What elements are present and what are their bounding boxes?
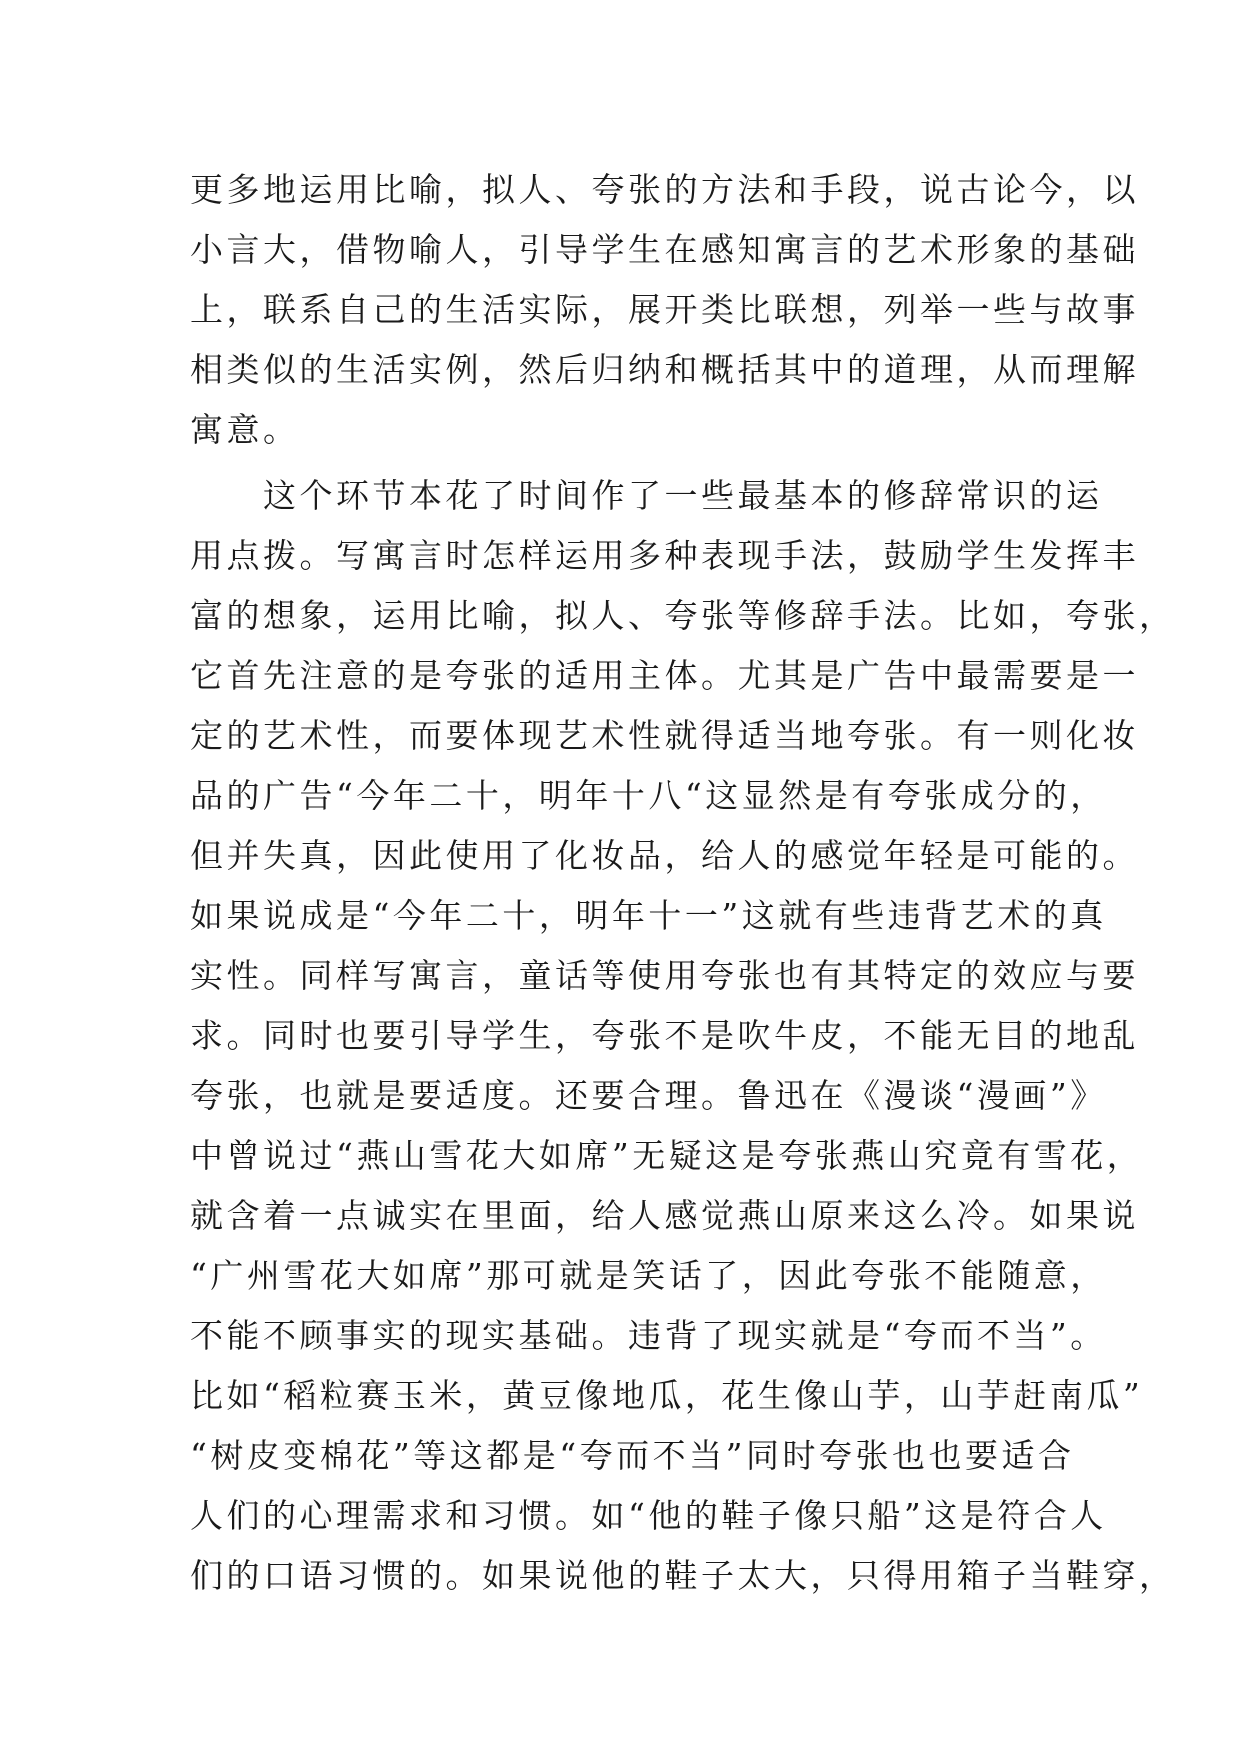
text-line: 品的广告“今年二十，明年十八“这显然是有夸张成分的，	[190, 776, 1107, 815]
text-line: 寓意。	[190, 410, 300, 449]
text-line: 相类似的生活实例，然后归纳和概括其中的道理，从而理解	[190, 350, 1139, 389]
text-line: 们的口语习惯的。如果说他的鞋子太大，只得用箱子当鞋穿，	[190, 1556, 1176, 1595]
body-text	[190, 160, 1176, 1606]
text-line: 这个环节本花了时间作了一些最基本的修辞常识的运	[190, 476, 1103, 515]
text-line: 小言大，借物喻人，引导学生在感知寓言的艺术形象的基础	[190, 230, 1139, 269]
text-line: 如果说成是“今年二十，明年十一”这就有些违背艺术的真	[190, 896, 1107, 935]
text-line: 夸张，也就是要适度。还要合理。鲁迅在《漫谈“漫画”》	[190, 1076, 1107, 1115]
text-line: 求。同时也要引导学生，夸张不是吹牛皮，不能无目的地乱	[190, 1016, 1139, 1055]
text-line: 但并失真，因此使用了化妆品，给人的感觉年轻是可能的。	[190, 836, 1139, 875]
text-line: “广州雪花大如席”那可就是笑话了，因此夸张不能随意，	[190, 1256, 1107, 1295]
text-line: “树皮变棉花”等这都是“夸而不当”同时夸张也也要适合	[190, 1436, 1075, 1475]
text-line: 中曾说过“燕山雪花大如席”无疑这是夸张燕山究竟有雪花，	[190, 1136, 1144, 1175]
text-line: 定的艺术性，而要体现艺术性就得适当地夸张。有一则化妆	[190, 716, 1139, 755]
text-line: 比如“稻粒赛玉米，黄豆像地瓜，花生像山芋，山芋赶南瓜”	[190, 1376, 1144, 1415]
text-line: 就含着一点诚实在里面，给人感觉燕山原来这么冷。如果说	[190, 1196, 1139, 1235]
text-line: 不能不顾事实的现实基础。违背了现实就是“夸而不当”。	[190, 1316, 1107, 1355]
text-line: 用点拨。写寓言时怎样运用多种表现手法，鼓励学生发挥丰	[190, 536, 1139, 575]
text-line: 人们的心理需求和习惯。如“他的鞋子像只船”这是符合人	[190, 1496, 1107, 1535]
text-line: 富的想象，运用比喻，拟人、夸张等修辞手法。比如，夸张，	[190, 596, 1176, 635]
text-line: 实性。同样写寓言，童话等使用夸张也有其特定的效应与要	[190, 956, 1139, 995]
text-line: 更多地运用比喻，拟人、夸张的方法和手段，说古论今，以	[190, 170, 1139, 209]
text-line: 上，联系自己的生活实际，展开类比联想，列举一些与故事	[190, 290, 1139, 329]
text-line: 它首先注意的是夸张的适用主体。尤其是广告中最需要是一	[190, 656, 1139, 695]
